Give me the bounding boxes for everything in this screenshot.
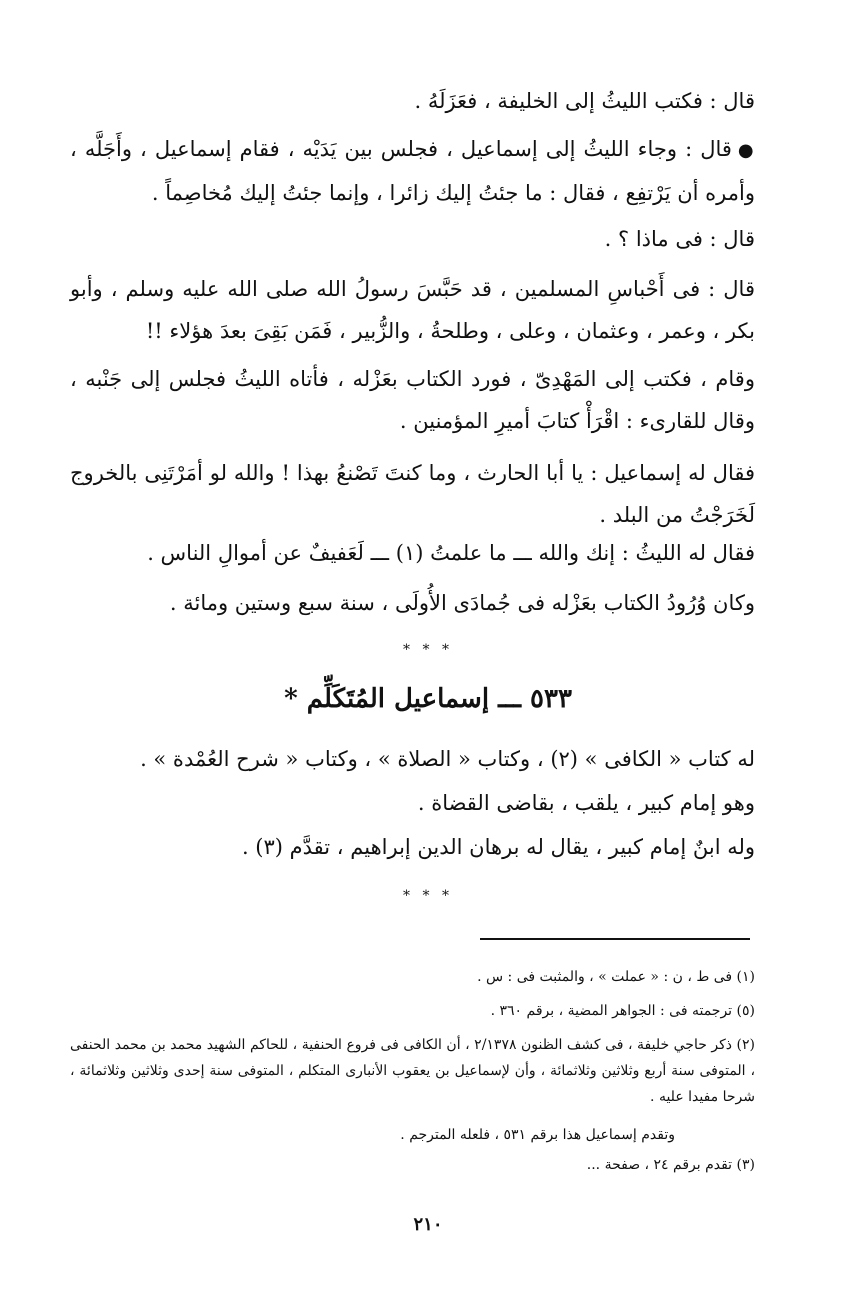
paragraph-5: وقام ، فكتب إلى المَهْدِىّ ، فورد الكتاب بعَزْله ، فأتاه الليثُ فجلس إلى جَنْبه ، وقال للقارىء : اقْرَأْ كتابَ أميرِ المؤمنين . (70, 367, 755, 433)
section-separator-2: * * * (403, 888, 453, 904)
section-separator: * * * (403, 642, 453, 658)
entry-line-3: وله ابنٌ إمام كبير ، يقال له برهان الدين إبراهيم ، تقدَّم (٣) . (241, 835, 755, 859)
footnote-3: (٢) ذكر حاجي خليفة ، فى كشف الظنون ٢/١٣٧٨ ، أن الكافى فى فروع الحنفية ، للحاكم الشهيد محمد بن محمد الحنفى ، المتوفى سنة أربع وثلاثين وثلاثمائة ، وأن لإسماعيل بن يعقوب الأنبارى المتكلم ، المتوفى سنة إحدى وثلاثين وثلاثمائة ، شرحا مفيدا عليه . (70, 1037, 756, 1105)
footnote-rule (480, 938, 750, 940)
paragraph-6: فقال له إسماعيل : يا أبا الحارث ، وما كنتَ تَصْنعُ بهذا ! والله لو أمَرْتَنِى بالخروج لَخَرَجْتُ من البلد . (70, 461, 755, 527)
paragraph-4: قال : فى أَحْباسِ المسلمين ، قد حَبَّسَ رسولُ الله صلى الله عليه وسلم ، وأبو بكر ، وعمر ، وعثمان ، وعلى ، وطلحةُ ، والزُّبير ، فَمَن بَقِىَ بعدَ هؤلاء !! (70, 277, 755, 343)
footnote-2: (٥) ترجمته فى : الجواهر المضية ، برقم ٣٦٠ . (490, 1003, 755, 1019)
paragraph-8: وكان وُرُودُ الكتاب بعَزْله فى جُمادَى الأُولَى ، سنة سبع وستين ومائة . (169, 591, 755, 615)
paragraph-7: فقال له الليثُ : إنك والله ـــ ما علمتُ (١) ـــ لَعَفيفٌ عن أموالِ الناس . (147, 541, 755, 565)
entry-line-2: وهو إمام كبير ، يلقب ، بقاضى القضاة . (417, 791, 755, 815)
footnote-5: (٣) تقدم برقم ٢٤ ، صفحة ... (586, 1157, 755, 1173)
bullet-icon: ● (737, 140, 755, 161)
footnote-4: وتقدم إسماعيل هذا برقم ٥٣١ ، فلعله المترجم . (400, 1127, 675, 1143)
paragraph-3: قال : فى ماذا ؟ . (604, 227, 755, 251)
entry-line-1: له كتاب « الكافى » (٢) ، وكتاب « الصلاة » ، وكتاب « شرح العُمْدة » . (140, 747, 755, 771)
paragraph-2-text: قال : وجاء الليثُ إلى إسماعيل ، فجلس بين يَدَيْه ، فقام إسماعيل ، وأَجَلَّه ، وأمره أن يَرْتفِع ، فقال : ما جئتُ إليك زائرا ، وإنما جئتُ إليك مُخاصِماً . (70, 137, 755, 205)
footnote-1: (١) فى ط ، ن : « عملت » ، والمثبت فى : س . (477, 969, 755, 985)
entry-heading: ٥٣٣ ـــ إسماعيل المُتَكَلِّم * (284, 684, 572, 714)
page-number: ٢١٠ (413, 1214, 443, 1235)
paragraph-1: قال : فكتب الليثُ إلى الخليفة ، فعَزَلَهُ . (414, 89, 755, 113)
paragraph-2 (70, 128, 755, 214)
